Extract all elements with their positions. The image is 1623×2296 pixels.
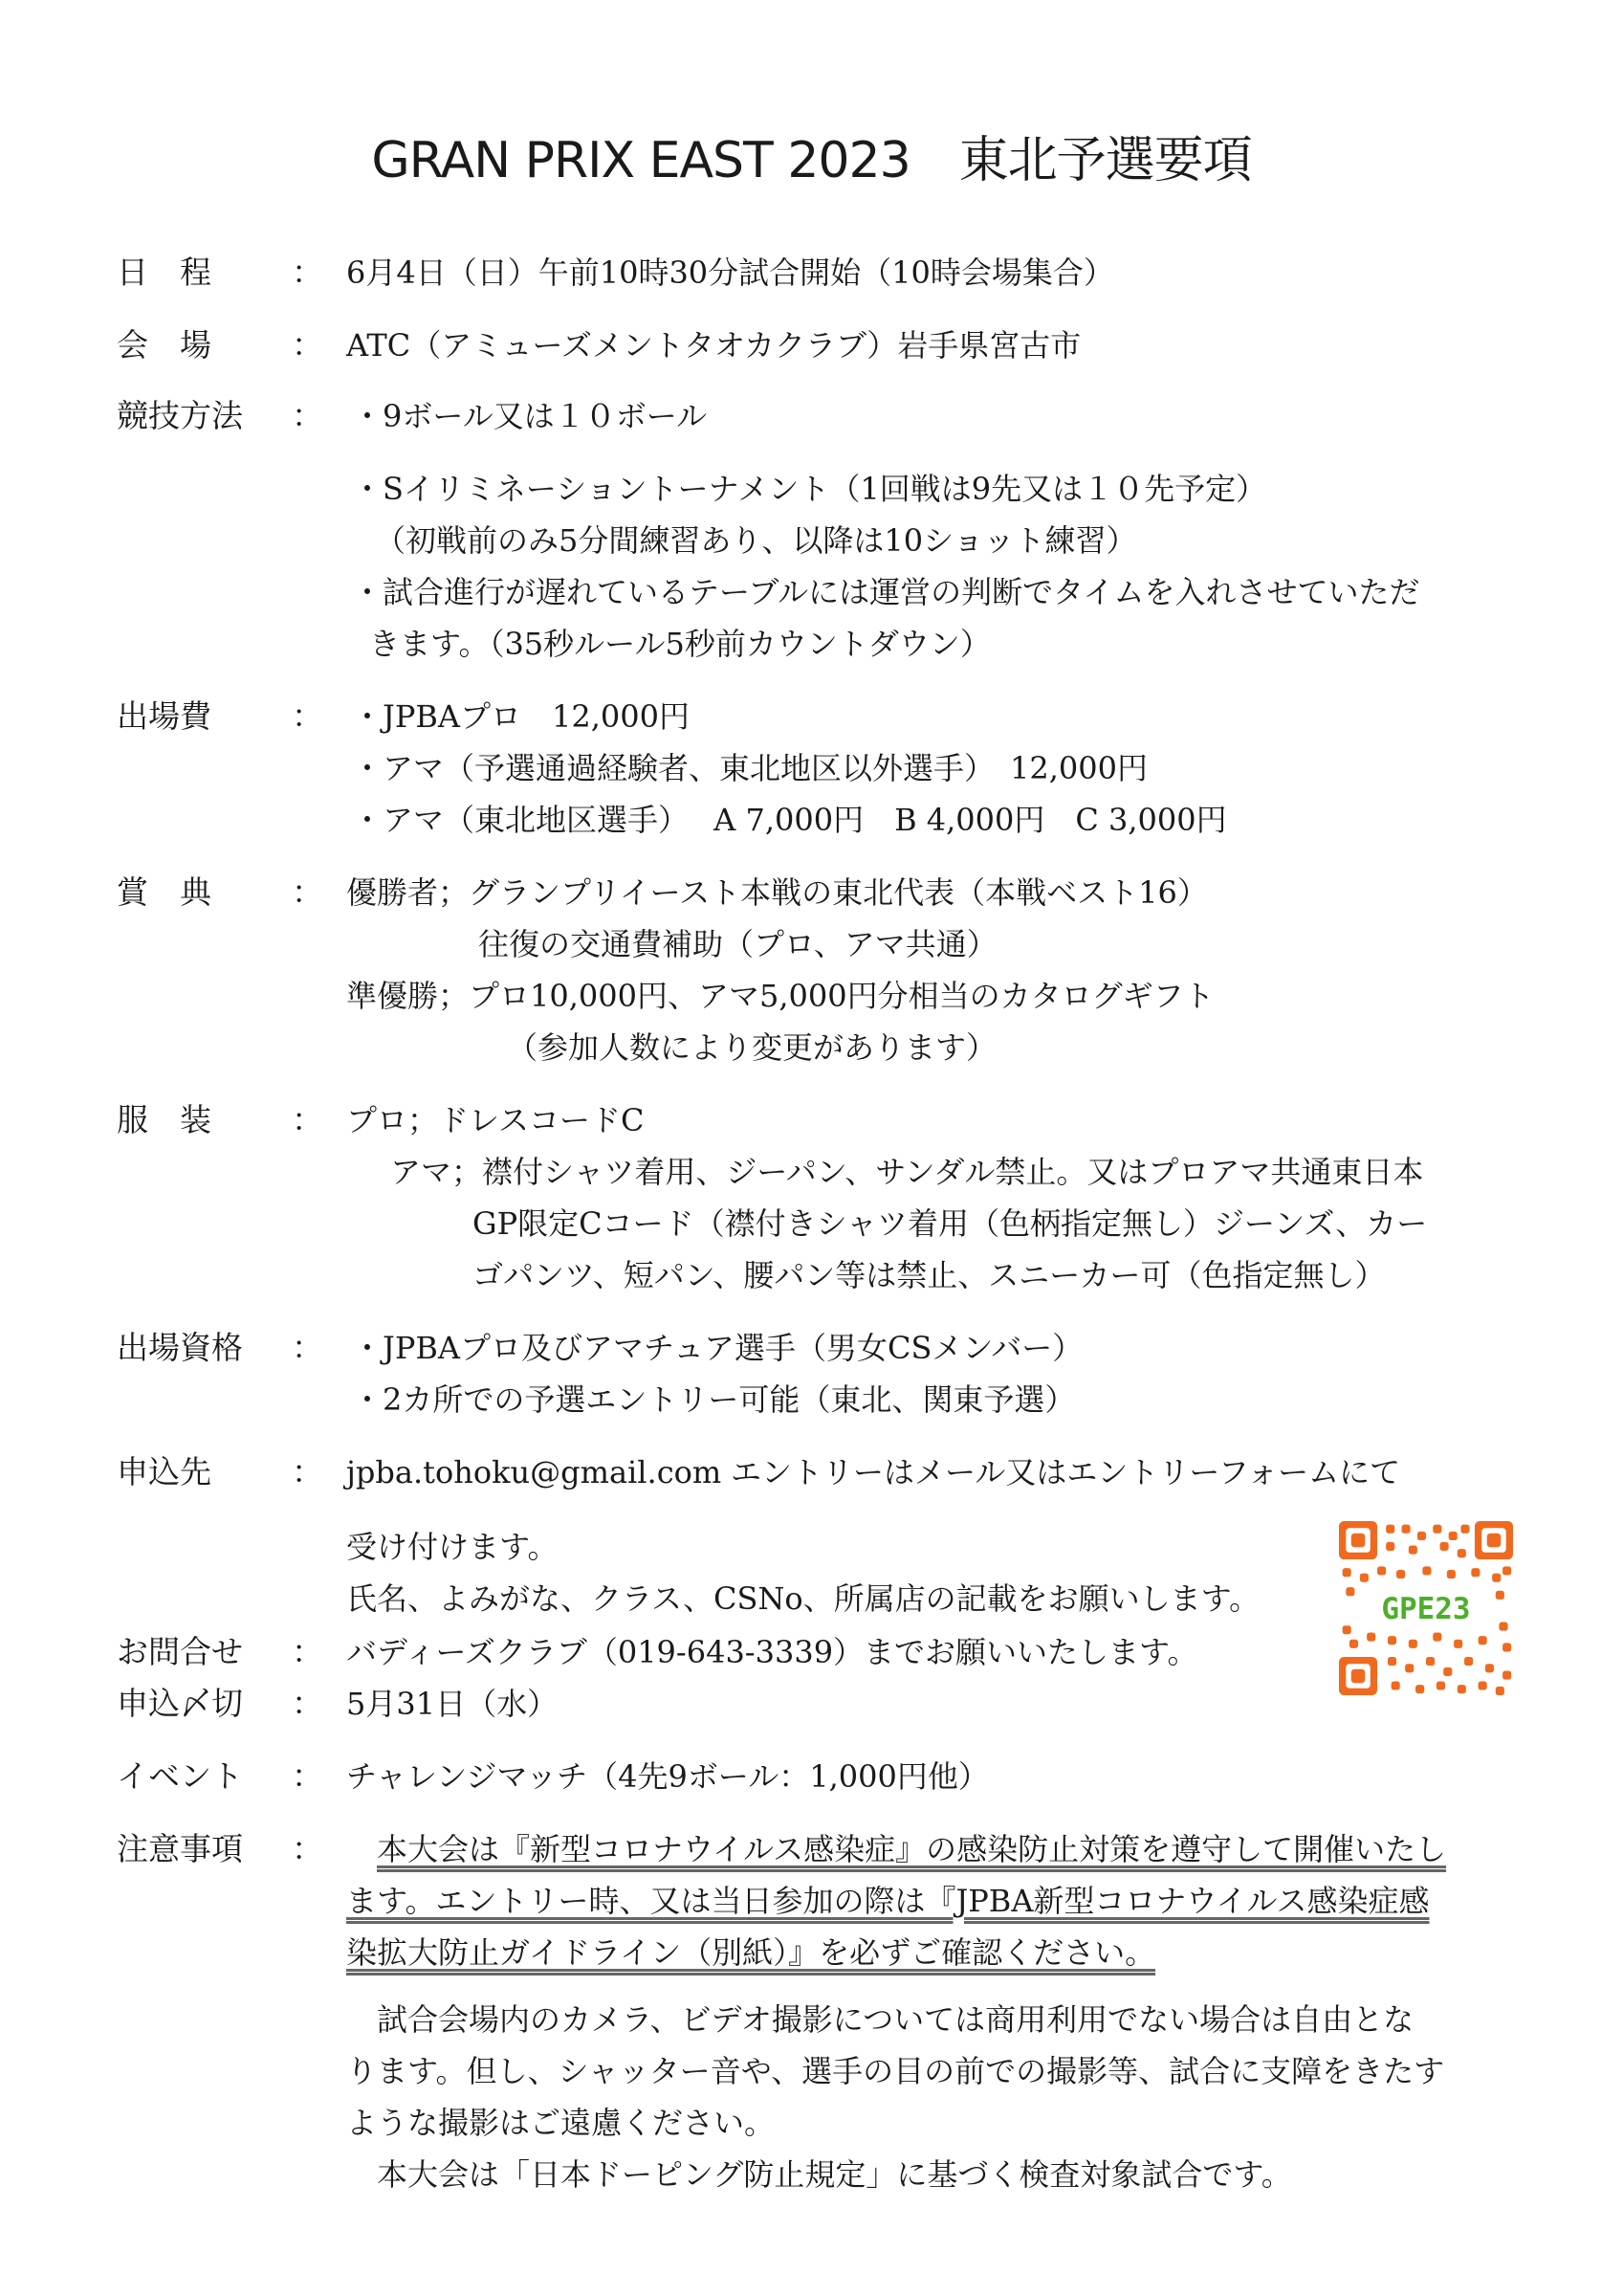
deadline-label: 申込〆切 [117, 1685, 243, 1722]
format-line: （初戦前のみ5分間練習あり、以降は10ショット練習） [375, 522, 1137, 559]
format-line: きます。（35秒ルール5秒前カウントダウン） [369, 626, 991, 662]
eligibility-label: 出場資格 [117, 1329, 243, 1366]
prize-line: （参加人数により変更があります） [507, 1029, 998, 1066]
fee-line: ・アマ（予選通過経験者、東北地区以外選手） 12,000円 [352, 750, 1148, 786]
prize-line: 優勝者；グランプリイースト本戦の東北代表（本戦ベスト16） [346, 874, 1208, 911]
schedule-text: 6月4日（日）午前10時30分試合開始（10時会場集合） [346, 254, 1114, 291]
dress-line: ゴパンツ、短パン、腰パン等は禁止、スニーカー可（色指定無し） [472, 1257, 1386, 1293]
prize-line: 往復の交通費補助（プロ、アマ共通） [478, 926, 998, 962]
venue-text: ATC（アミューズメントタオカクラブ）岩手県宮古市 [346, 327, 1082, 364]
apply-line: 氏名、よみがな、クラス、CSNo、所属店の記載をお願いします。 [346, 1580, 1261, 1617]
venue-colon: ： [292, 326, 323, 364]
inquiry-colon: ： [292, 1633, 323, 1670]
eligibility-line: ・JPBAプロ及びアマチュア選手（男女CSメンバー） [352, 1330, 1084, 1366]
format-colon: ： [292, 397, 323, 434]
qr-label: GPE23 [1381, 1591, 1471, 1626]
apply-line: 受け付けます。 [346, 1529, 559, 1565]
notes-colon: ： [292, 1830, 323, 1867]
format-line: ・9ボール又は１０ボール [352, 398, 708, 434]
notes-line: 本大会は「日本ドーピング防止規定」に基づく検査対象試合です。 [377, 2156, 1292, 2193]
deadline-text: 5月31日（水） [346, 1686, 559, 1722]
schedule-label: 日 程 [117, 254, 211, 291]
fee-label: 出場費 [117, 697, 211, 735]
apply-label: 申込先 [117, 1453, 211, 1490]
dress-line: アマ；襟付シャツ着用、ジーパン、サンダル禁止。又はプロアマ共通東日本 [390, 1154, 1424, 1190]
event-label: イベント [117, 1757, 243, 1795]
eligibility-colon: ： [292, 1329, 323, 1366]
fee-line: ・アマ（東北地区選手） A 7,000円 B 4,000円 C 3,000円 [352, 802, 1227, 838]
qr-code-icon[interactable] [1339, 1521, 1513, 1695]
fee-line: ・JPBAプロ 12,000円 [352, 698, 690, 735]
format-label: 競技方法 [117, 397, 243, 434]
venue-label: 会 場 [117, 326, 211, 364]
apply-email[interactable]: jpba.tohoku@gmail.com [346, 1454, 722, 1490]
dress-label: 服 装 [117, 1101, 211, 1138]
page-title: GRAN PRIX EAST 2023 東北予選要項 [371, 132, 1252, 189]
apply-line: エントリーはメール又はエントリーフォームにて [731, 1454, 1401, 1490]
apply-colon: ： [292, 1453, 323, 1490]
prize-colon: ： [292, 873, 323, 911]
inquiry-label: お問合せ [117, 1633, 243, 1670]
eligibility-line: ・2カ所での予選エントリー可能（東北、関東予選） [352, 1381, 1076, 1418]
event-text: チャレンジマッチ（4先9ボール：1,000円他） [346, 1758, 989, 1795]
event-colon: ： [292, 1757, 323, 1795]
prize-label: 賞 典 [117, 873, 211, 911]
inquiry-text: バディーズクラブ（019-643-3339）までお願いいたします。 [346, 1634, 1198, 1670]
format-line: ・試合進行が遅れているテーブルには運営の判断でタイムを入れさせていただ [352, 574, 1420, 610]
schedule-colon: ： [292, 254, 323, 291]
deadline-colon: ： [292, 1685, 323, 1722]
notes-line: ような撮影はご遠慮ください。 [346, 2105, 776, 2141]
dress-colon: ： [292, 1101, 323, 1138]
fee-colon: ： [292, 697, 323, 735]
notes-label: 注意事項 [117, 1830, 243, 1867]
prize-line: 準優勝；プロ10,000円、アマ5,000円分相当のカタログギフト [346, 978, 1215, 1014]
notes-line: ります。但し、シャッター音や、選手の目の前での撮影等、試合に支障をきたす [346, 2053, 1445, 2089]
notes-line: 染拡大防止ガイドライン（別紙）』を必ずご確認ください。 [346, 1934, 1156, 1971]
dress-line: プロ；ドレスコードC [346, 1102, 645, 1138]
notes-line: ます。エントリー時、又は当日参加の際は『JPBA新型コロナウイルス感染症感 [346, 1883, 1430, 1919]
notes-line: 試合会場内のカメラ、ビデオ撮影については商用利用でない場合は自由とな [377, 2001, 1415, 2038]
dress-line: GP限定Cコード（襟付きシャツ着用（色柄指定無し）ジーンズ、カー [472, 1205, 1428, 1242]
notes-line: 本大会は『新型コロナウイルス感染症』の感染防止対策を遵守して開催いたし [377, 1831, 1447, 1867]
format-line: ・Sイリミネーショントーナメント（1回戦は9先又は１０先予定） [352, 471, 1267, 507]
